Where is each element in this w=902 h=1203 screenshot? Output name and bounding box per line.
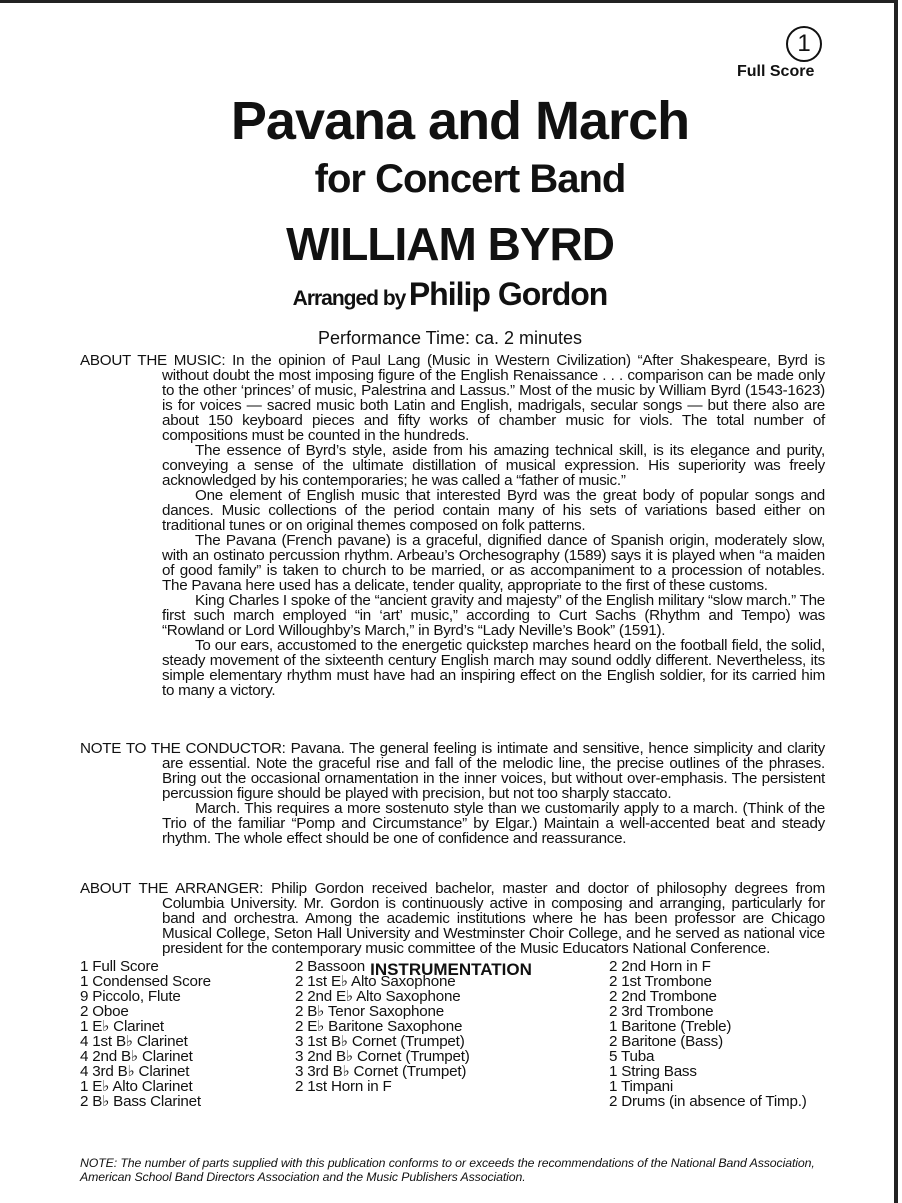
paragraph: ABOUT THE MUSIC: In the opinion of Paul Lang (Music in Western Civilization) “After Shakespeare, Byrd is without doubt the most imposing figure of the English Renaissance . . . comparison can be made only to the other ‘princes’ of music, Palestrina and Lassus.” Most of the music by William Byrd (1543-1623) is for voices — sacred music both Latin and English, madrigals, secular songs — but there also are about 150 keyboard pieces and fifty works of chamber music for viols. The total number of compositions must be counted in the hundreds.	[80, 352, 825, 444]
list-item: 4 3rd B♭ Clarinet	[80, 1063, 190, 1080]
note-to-conductor	[80, 741, 825, 846]
instrumentation-column-1	[80, 959, 211, 1109]
list-item: 1 Full Score	[80, 958, 159, 975]
list-item: 3 2nd B♭ Cornet (Trumpet)	[295, 1048, 470, 1065]
paragraph: The Pavana (French pavane) is a graceful, dignified dance of Spanish origin, moderately slow, with an ostinato percussion rhythm. Arbeau’s Orchesography (1589) says it is played when “a maiden of good family” is taken to church to be married, or as accompaniment to a procession of notables. The Pavana here used has a delicate, tender quality, appropriate to the first of these customs.	[162, 532, 825, 594]
list-item: 2 B♭ Tenor Saxophone	[295, 1003, 444, 1020]
list-item: 2 Oboe	[80, 1003, 129, 1020]
list-item: 2 E♭ Baritone Saxophone	[295, 1018, 463, 1035]
arranger-line	[0, 276, 902, 313]
list-item: 1 Baritone (Treble)	[609, 1018, 732, 1035]
list-item: 4 1st B♭ Clarinet	[80, 1033, 188, 1050]
paragraph: One element of English music that interested Byrd was the great body of popular songs and dances. Music collections of the period contain many of his sets of variations based either on traditional tunes or on original themes composed on folk patterns.	[162, 487, 825, 534]
footer-note: NOTE: The number of parts supplied with this publication conforms to or exceeds the recommendations of the National Band Association, American School Band Directors Association and the Music Publishers Association.	[80, 1156, 815, 1184]
paragraph: ABOUT THE ARRANGER: Philip Gordon received bachelor, master and doctor of philosophy degrees from Columbia University. Mr. Gordon is continuously active in composing and arranging, particularly for band and orchestra. Among the academic institutions where he has been professor are Chicago Musical College, Seton Hall University and Westminster Choir College, and he served as national vice president for the contemporary music committee of the Music Educators National Conference.	[80, 880, 825, 957]
title: Pavana and March	[230, 91, 690, 151]
part-number-badge: 1	[786, 26, 822, 62]
instrumentation-column-2	[295, 959, 470, 1094]
paragraph: The essence of Byrd’s style, aside from his amazing technical skill, is its elegance and purity, conveying a sense of the ultimate distillation of musical expression. His superiority was freely acknowledged by his contemporaries; he was called a “father of music.”	[162, 442, 825, 489]
arranger-name: Philip Gordon	[408, 276, 608, 312]
instrumentation-column-3	[609, 959, 807, 1109]
list-item: 2 3rd Trombone	[609, 1003, 714, 1020]
list-item: 2 Baritone (Bass)	[609, 1033, 723, 1050]
list-item: 2 1st Trombone	[609, 973, 712, 990]
list-item: 2 Bassoon	[295, 958, 365, 975]
list-item: 3 3rd B♭ Cornet (Trumpet)	[295, 1063, 467, 1080]
paragraph: King Charles I spoke of the “ancient gravity and majesty” of the English military “slow march.” The first such march employed “in ‘art’ music,” according to Curt Sachs (Rhythm and Tempo) was “Rowland or Lord Willoughby’s March,” in Byrd’s “Lady Neville’s Book” (1591).	[162, 592, 825, 639]
list-item: 1 Condensed Score	[80, 973, 211, 990]
instrumentation-heading: INSTRUMENTATION	[370, 960, 532, 979]
about-the-music	[80, 353, 825, 698]
paragraph: NOTE TO THE CONDUCTOR: Pavana. The general feeling is intimate and sensitive, hence simplicity and clarity are essential. Note the graceful rise and fall of the melodic line, the precise outlines of the phrases. Bring out the occasional ornamentation in the inner voices, but without over-emphasis. The persistent percussion figure should be played with precision, but not too sharply staccato.	[80, 740, 825, 802]
performance-time: Performance Time: ca. 2 minutes	[317, 328, 583, 348]
list-item: 2 2nd Horn in F	[609, 958, 711, 975]
list-item: 2 B♭ Bass Clarinet	[80, 1093, 201, 1110]
list-item: 3 1st B♭ Cornet (Trumpet)	[295, 1033, 465, 1050]
list-item: 2 2nd Trombone	[609, 988, 717, 1005]
list-item: 2 1st E♭ Alto Saxophone	[295, 973, 456, 990]
list-item: 2 1st Horn in F	[295, 1078, 392, 1095]
list-item: 9 Piccolo, Flute	[80, 988, 181, 1005]
list-item: 2 Drums (in absence of Timp.)	[609, 1093, 807, 1110]
list-item: 2 2nd E♭ Alto Saxophone	[295, 988, 461, 1005]
list-item: 1 E♭ Alto Clarinet	[80, 1078, 193, 1095]
list-item: 4 2nd B♭ Clarinet	[80, 1048, 193, 1065]
subtitle: for Concert Band	[314, 157, 626, 201]
arranged-by-label: Arranged by	[292, 287, 406, 310]
composer: WILLIAM BYRD	[286, 218, 614, 270]
about-the-arranger	[80, 881, 825, 956]
list-item: 1 Timpani	[609, 1078, 674, 1095]
list-item: 1 String Bass	[609, 1063, 697, 1080]
paragraph: To our ears, accustomed to the energetic quickstep marches heard on the football field, the solid, steady movement of the sixteenth century English march may sound oddly different. Nevertheless, its simple elementary rhythm must have had an inspiring effect on the English soldier, for its carried him to many a victory.	[162, 637, 825, 699]
paragraph: March. This requires a more sostenuto style than we customarily apply to a march. (Think of the Trio of the familiar “Pomp and Circumstance” by Elgar.) Maintain a well-accented beat and steady rhythm. The whole effect should be one of confidence and reassurance.	[162, 800, 825, 847]
list-item: 5 Tuba	[609, 1048, 655, 1065]
part-label: Full Score	[737, 63, 815, 80]
list-item: 1 E♭ Clarinet	[80, 1018, 164, 1035]
